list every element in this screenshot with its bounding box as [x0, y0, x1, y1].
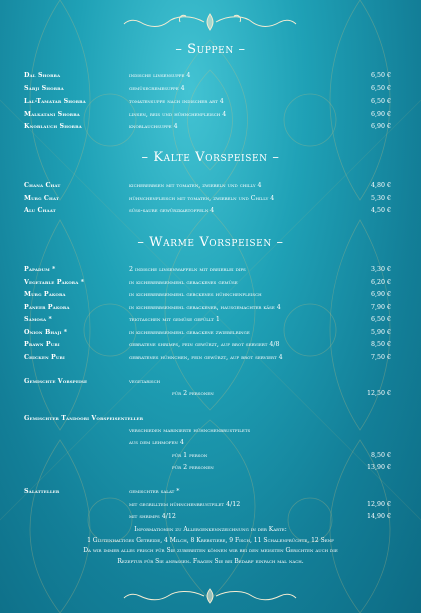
item-name: Onion Bhaji * — [24, 329, 68, 336]
item-price: 6,50 € — [370, 98, 391, 105]
item-description: teigtaschen mit gemüse gefüllt 1 — [129, 316, 220, 323]
item-price: 6,50 € — [370, 85, 391, 92]
footer-line: Da wir immer alles frisch für Sie zubereiten können wir bei den meissten Gerichten auch die — [83, 547, 338, 554]
item-name: Gemischter Tandoori Vorspeisenteller — [24, 415, 144, 422]
item-description: in kichererbsenmehl gebackene zwiebelringe — [129, 329, 250, 336]
item-name: Sabji Shorba — [24, 85, 64, 92]
item-price: 6,90 € — [370, 111, 391, 118]
item-price: 14,90 € — [366, 513, 391, 520]
item-description: tomatensuppe nach indischer art 4 — [129, 98, 224, 105]
menu-item — [0, 487, 421, 497]
item-price: 5,90 € — [370, 329, 391, 336]
item-description: 2 indische linsenwaffeln mit dreierlei dips — [129, 266, 246, 273]
item-name: Malkatani Shorba — [24, 111, 80, 118]
footer-line: 1 Glutenhaltiges Getreide, 4 Milch, 8 Krebstiere, 9 Fisch, 11 Schalenfrüchte, 12 Senf — [87, 536, 334, 544]
item-description: für 2 personen — [172, 464, 214, 471]
item-name: Murg Pakora — [24, 291, 66, 298]
menu-item — [0, 265, 421, 275]
item-price: 4,80 € — [370, 182, 391, 189]
item-description: verschieden marinierte hühnchenbrustfilets — [129, 427, 251, 434]
item-price: 6,50 € — [370, 316, 391, 323]
item-name: Gemischte Vorspeise — [24, 378, 88, 385]
item-price: 7,90 € — [370, 304, 391, 311]
item-name: Paneer Pakora — [24, 304, 70, 311]
item-name: Papadum * — [24, 266, 56, 273]
menu-item — [0, 122, 421, 132]
item-description: in kichererbsenmehl gebackener, hausgemachter käse 4 — [129, 304, 281, 311]
menu-item — [0, 71, 421, 81]
item-description: mit gegrilltem hühnchenbrustfilet 4/12 — [129, 501, 241, 508]
item-price: 6,20 € — [370, 279, 391, 286]
item-price: 6,90 € — [370, 291, 391, 298]
menu-item — [0, 414, 421, 424]
item-description: vegetarisch — [129, 378, 161, 385]
menu-item — [0, 512, 421, 522]
item-name: Samosa * — [24, 316, 52, 323]
footer-line: Rezeptur für Sie anpassen. Fragen Sie bei Bedarf einfach mal nach. — [117, 557, 304, 565]
menu-item — [0, 194, 421, 204]
menu-item — [0, 97, 421, 107]
item-price: 8,50 € — [370, 452, 391, 459]
item-name: Salatteller — [24, 488, 60, 495]
menu-item — [0, 278, 421, 288]
menu-item — [0, 110, 421, 120]
item-description: für 1 person — [172, 452, 208, 459]
menu-item — [0, 303, 421, 313]
menu-item — [0, 377, 421, 387]
item-price: 5,30 € — [370, 195, 391, 202]
item-name: Prawn Puri — [24, 341, 60, 348]
item-name: Vegetable Pakora * — [24, 279, 85, 286]
item-description: mit shrimps 4/12 — [129, 513, 176, 520]
item-description: aus dem lehmofen 4 — [129, 439, 184, 446]
item-price: 3,30 € — [370, 266, 391, 273]
menu-item — [0, 451, 421, 461]
item-price: 12,90 € — [366, 501, 391, 508]
item-description: in kichererbsenmehl gebckenes hühnchenfleisch — [129, 291, 262, 298]
menu-item — [0, 389, 421, 399]
menu-item — [0, 353, 421, 363]
item-description: gebratenes hühnchen, fein gewürzt, auf brot serviert 4 — [129, 354, 283, 361]
menu-item — [0, 328, 421, 338]
item-description: gemischter salat * — [129, 488, 180, 495]
menu-item — [0, 426, 421, 436]
item-price: 12,50 € — [366, 390, 391, 397]
section-title-warme-vorspeisen: – Warme Vorspeisen – — [137, 235, 284, 250]
menu-item — [0, 500, 421, 510]
item-description: hühnchenfleisch mit tomaten, zwiebeln und Chilly 4 — [129, 195, 275, 202]
item-price: 8,50 € — [370, 341, 391, 348]
item-price: 13,90 € — [366, 464, 391, 471]
menu-item — [0, 181, 421, 191]
item-price: 4,50 € — [370, 207, 391, 214]
section-title-suppen: – Suppen – — [175, 42, 246, 57]
menu-item — [0, 438, 421, 448]
item-description: knoblauchsuppe 4 — [129, 123, 178, 130]
item-name: Dal Shorba — [24, 72, 61, 79]
item-description: süss-saure gewürzkartoffeln 4 — [129, 207, 215, 214]
item-description: gebratene shrimps, fein gewürzt, auf brot serviert 4/8 — [129, 341, 280, 348]
item-name: Alu Chaat — [24, 207, 56, 214]
item-description: gemüsecremesuppe 4 — [129, 85, 185, 92]
item-name: Knoblauch Shorba — [24, 123, 82, 130]
menu-item — [0, 463, 421, 473]
section-title-kalte-vorspeisen: – Kalte Vorspeisen – — [141, 150, 280, 165]
item-description: für 2 personen — [172, 390, 214, 397]
item-name: Chana Chat — [24, 182, 61, 189]
menu-item — [0, 315, 421, 325]
item-price: 6,50 € — [370, 72, 391, 79]
item-description: linsen, reis und hühnchenfleisch 4 — [129, 111, 227, 118]
footer-line: Informationen zu Allergenkennzeichnung in der Karte: — [134, 526, 287, 533]
allergen-footer — [0, 525, 421, 567]
item-description: in kichererbsenmehl gebackenes gemüse — [129, 279, 238, 286]
item-description: kichererbsen mit tomaten, zwiebeln und chilly 4 — [129, 182, 262, 189]
item-price: 6,90 € — [370, 123, 391, 130]
item-description: indische linsensuppe 4 — [129, 72, 191, 79]
menu-item — [0, 340, 421, 350]
item-name: Lal-Tamatar Shorba — [24, 98, 86, 105]
menu-item — [0, 290, 421, 300]
item-name: Chicken Puri — [24, 354, 65, 361]
item-price: 7,50 € — [370, 354, 391, 361]
item-name: Murg Chat — [24, 195, 59, 202]
menu-item — [0, 206, 421, 216]
menu-item — [0, 84, 421, 94]
